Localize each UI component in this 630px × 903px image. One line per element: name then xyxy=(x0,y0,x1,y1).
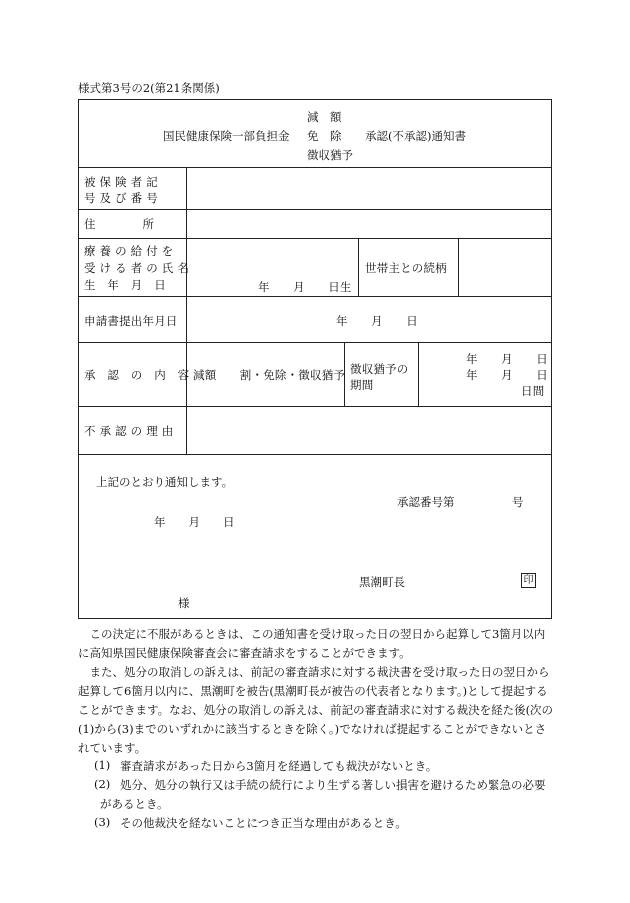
notice-date: 年 月 日 xyxy=(154,515,235,529)
row-divider xyxy=(78,342,552,343)
patient-label-line3: 生 年 月 日 xyxy=(84,278,166,292)
relation-label: 世帯主との続柄 xyxy=(365,261,447,275)
row-divider xyxy=(78,238,552,239)
deferral-period-start: 年 月 日 xyxy=(466,352,548,366)
insured-number-label-line1: 被 保 険 者 記 xyxy=(84,175,158,189)
rejection-reason-label: 不 承 認 の 理 由 xyxy=(84,424,174,438)
row-divider xyxy=(78,167,552,168)
deferral-period-end: 年 月 日 xyxy=(466,368,548,382)
row-divider xyxy=(78,406,552,407)
form-number: 様式第3号の2(第21条関係) xyxy=(78,81,220,95)
addressee-suffix: 様 xyxy=(178,596,190,610)
approval-content-value: 減額 割・免除・徴収猶予 xyxy=(193,368,346,382)
list-item-number: (2) xyxy=(94,777,111,791)
address-label: 住 所 xyxy=(84,217,155,231)
insured-number-label-line2: 号 及 び 番 号 xyxy=(84,191,158,205)
list-item-text: 処分、処分の執行又は手続の続行により生ずる著しい損害を避けるため緊急の必要 xyxy=(120,778,546,792)
patient-label-line2: 受 け る 者 の 氏 名 xyxy=(84,261,190,275)
title-option-exemption: 免 除 xyxy=(307,129,342,143)
label-column-divider xyxy=(186,167,187,454)
approval-number-suffix: 号 xyxy=(512,495,524,509)
title-suffix: 承認(不承認)通知書 xyxy=(365,129,466,143)
column-divider xyxy=(458,238,459,296)
mayor-title: 黒潮町長 xyxy=(359,575,405,589)
application-date-value: 年 月 日 xyxy=(336,314,418,328)
deferral-period-label-line2: 期間 xyxy=(350,378,374,392)
deferral-period-label-line1: 徴収猶予の xyxy=(350,362,409,376)
notice-text: 上記のとおり通知します。 xyxy=(96,475,234,489)
list-item-text: 審査請求があった日から3箇月を経過しても裁決がないとき。 xyxy=(120,759,438,773)
appeal-paragraph: この決定に不服があるときは、この通知書を受け取った日の翌日から起算して3箇月以内に高知県国民健康保険審査会に審査請求をすることができます。 xyxy=(78,627,546,660)
deferral-period-days: 日間 xyxy=(521,384,545,398)
list-item-continuation: があるとき。 xyxy=(100,797,169,811)
approval-number-prefix: 承認番号第 xyxy=(397,495,455,509)
title-option-reduction: 減 額 xyxy=(307,110,342,124)
title-option-deferral: 徴収猶予 xyxy=(307,148,353,162)
patient-label-line1: 療 養 の 給 付 を xyxy=(84,244,174,258)
birth-date-value: 年 月 日生 xyxy=(258,280,352,294)
application-date-label: 申請書提出年月日 xyxy=(84,314,178,328)
list-item-text: その他裁決を経ないことにつき正当な理由があるとき。 xyxy=(120,816,407,830)
row-divider xyxy=(78,209,552,210)
row-divider xyxy=(78,296,552,297)
column-divider xyxy=(418,342,419,406)
list-item-number: (1) xyxy=(94,758,111,772)
list-item-number: (3) xyxy=(94,815,111,829)
lawsuit-paragraph: また、処分の取消しの訴えは、前記の審査請求に対する裁決書を受け取った日の翌日から起算して6箇月以内に、黒潮町を被告(黒潮町長が被告の代表者となります。)として提起することができます。なお、処分の取消しの訴えは、前記の審査請求に対する裁決を経た後(次の(1)から(3)までのいずれかに該当するときを除く。)でなければ提起することができないとされています。 xyxy=(78,665,554,755)
title-prefix: 国民健康保険一部負担金 xyxy=(163,129,290,143)
seal-mark: 印 xyxy=(521,573,536,588)
column-divider xyxy=(358,238,359,296)
row-divider xyxy=(78,454,552,455)
approval-content-label: 承 認 の 内 容 xyxy=(84,368,190,382)
